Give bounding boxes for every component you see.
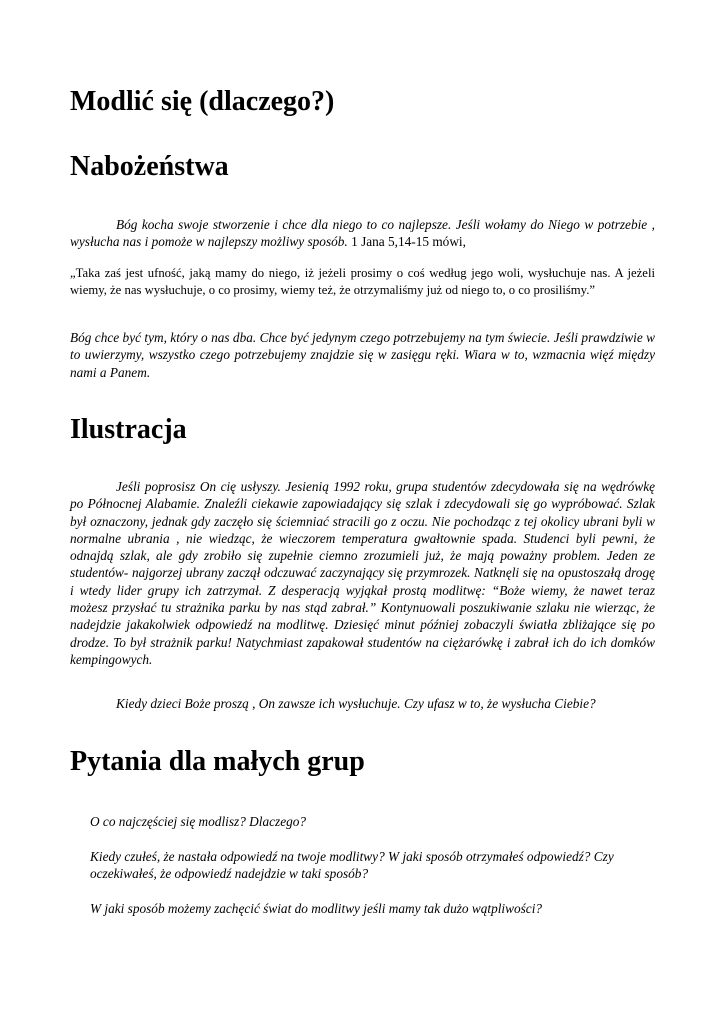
page-title: Modlić się (dlaczego?) xyxy=(70,86,335,117)
paragraph-ilustracja-story: Jeśli poprosisz On cię usłyszy. Jesienią 1992 roku, grupa studentów zdecydowała się na wędrówkę po Północnej Alabamie. Znaleźli ciekawie zapowiadający się szlak i zdecydowali się go wypróbować. Szlak był oznaczony, jednak gdy zaczęło się ściemniać stracili go z oczu. Nie pochodząc z tej okolicy ubrani byli w normalne ubrania , nie wiedząc, że wieczorem temperatura gwałtownie spada. Studenci byli pewni, że odnajdą szlak, ale gdy zrobiło się zupełnie ciemno zrozumieli już, że mają poważny problem. Jeden ze studentów- najgorzej ubrany zaczął odczuwać zaczynający się przymrozek. Natknęli się na opustoszałą drogę i wtedy lider grupy ich zatrzymał. Z desperacją wyjąkał prostą modlitwę: “Boże wiemy, że nawet teraz możesz przysłać tu strażnika parku by nas stąd zabrał.” Kontynuowali poszukiwanie szlaku nie wierząc, że nadejdzie jakakolwiek odpowiedź na modlitwę. Dziesięć minut później zobaczyli światła zbliżające się po drodze. To był strażnik parku! Natychmiast zapakował studentów na ciężarówkę i zabrał ich do ich domków kempingowych. xyxy=(70,479,655,667)
heading-ilustracja: Ilustracja xyxy=(70,414,187,445)
paragraph-ilustracja-closing: Kiedy dzieci Boże proszą , On zawsze ich wysłuchuje. Czy ufasz w to, że wysłucha Ciebie? xyxy=(116,696,596,711)
bible-reference: 1 Jana 5,14-15 mówi, xyxy=(351,234,466,250)
question-item: Kiedy czułeś, że nastała odpowiedź na twoje modlitwy? W jaki sposób otrzymałeś odpowiedź? Czy oczekiwałeś, że odpowiedź nadejdzie w taki sposób? xyxy=(90,849,614,882)
bible-quote: „Taka zaś jest ufność, jaką mamy do niego, iż jeżeli prosimy o coś według jego woli, wysłuchuje nas. A jeżeli wiemy, że nas wysłuchuje, o co prosimy, wiemy też, że otrzymaliśmy już od niego to, o co prosiliśmy.” xyxy=(70,266,655,297)
question-item: O co najczęściej się modlisz? Dlaczego? xyxy=(90,814,307,829)
question-item: W jaki sposób możemy zachęcić świat do modlitwy jeśli mamy tak dużo wątpliwości? xyxy=(90,901,543,916)
heading-nabozenstwa: Nabożeństwa xyxy=(70,151,229,182)
heading-pytania: Pytania dla małych grup xyxy=(70,746,365,777)
intro-italic-text: Bóg kocha swoje stworzenie i chce dla niego to co najlepsze. Jeśli wołamy do Niego w potrzebie , wysłucha nas i pomoże w najlepszy możliwy sposób. xyxy=(70,217,655,250)
paragraph-nabozenstwa-2: Bóg chce być tym, który o nas dba. Chce być jedynym czego potrzebujemy na tym świecie. Jeśli prawdziwie w to uwierzymy, wszystko czego potrzebujemy znajdzie się w zasięgu ręki. Wiara w to, wzmacnia więź między nami a Panem. xyxy=(70,330,655,380)
paragraph-nabozenstwa-intro xyxy=(70,216,655,251)
